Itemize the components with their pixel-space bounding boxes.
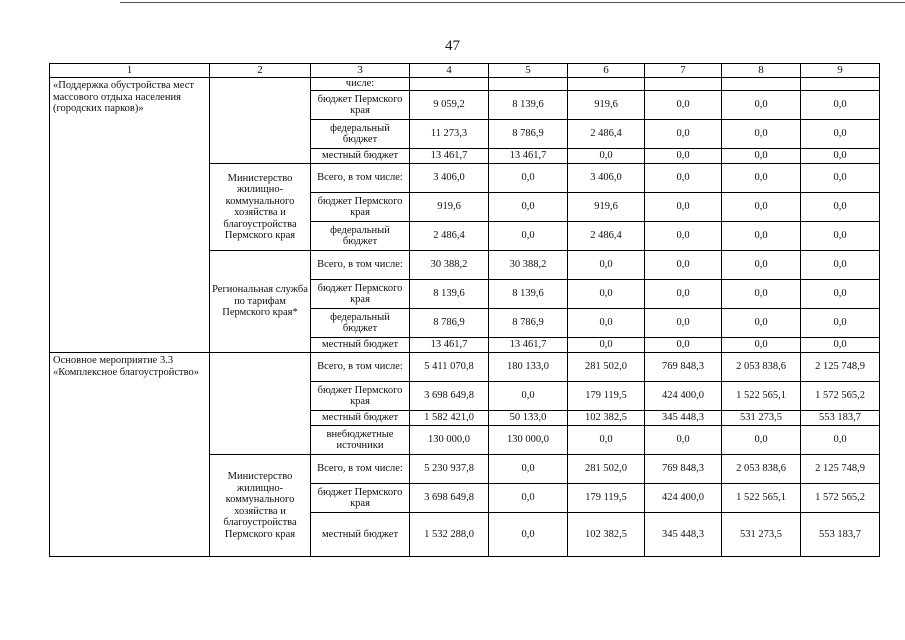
amount-cell: 0,0 — [801, 280, 880, 309]
amount-cell: 0,0 — [645, 120, 722, 149]
amount-cell: 0,0 — [489, 193, 568, 222]
amount-cell: 1 572 565,2 — [801, 484, 880, 513]
amount-cell: 1 572 565,2 — [801, 382, 880, 411]
table-row — [50, 353, 880, 382]
amount-cell: 2 486,4 — [410, 222, 489, 251]
funding-source-cell: местный бюджет — [311, 149, 410, 164]
program-name-cell: Основное мероприятие 3.3 «Комплексное благоустройство» — [50, 353, 210, 557]
amount-cell: 3 406,0 — [410, 164, 489, 193]
amount-cell: 0,0 — [568, 149, 645, 164]
column-number-header: 9 — [801, 64, 880, 78]
amount-cell: 0,0 — [801, 91, 880, 120]
amount-cell: 919,6 — [410, 193, 489, 222]
funding-source-cell: бюджет Пермского края — [311, 91, 410, 120]
executor-empty-cell — [210, 353, 311, 455]
amount-cell: 0,0 — [645, 222, 722, 251]
column-number-header: 5 — [489, 64, 568, 78]
amount-cell: 13 461,7 — [489, 149, 568, 164]
column-number-header: 3 — [311, 64, 410, 78]
amount-cell: 0,0 — [801, 309, 880, 338]
amount-cell: 13 461,7 — [410, 338, 489, 353]
amount-cell: 0,0 — [722, 120, 801, 149]
funding-source-cell: Всего, в том числе: — [311, 353, 410, 382]
column-number-header: 6 — [568, 64, 645, 78]
header-row — [50, 64, 880, 78]
amount-cell: 2 053 838,6 — [722, 353, 801, 382]
amount-cell: 0,0 — [645, 251, 722, 280]
amount-cell: 102 382,5 — [568, 411, 645, 426]
amount-cell: 0,0 — [489, 455, 568, 484]
funding-source-cell: бюджет Пермского края — [311, 280, 410, 309]
amount-cell: 0,0 — [489, 513, 568, 557]
funding-source-cell: федеральный бюджет — [311, 309, 410, 338]
funding-source-cell: федеральный бюджет — [311, 222, 410, 251]
amount-cell: 2 125 748,9 — [801, 455, 880, 484]
funding-source-cell: местный бюджет — [311, 513, 410, 557]
amount-cell: 3 406,0 — [568, 164, 645, 193]
amount-cell: 179 119,5 — [568, 484, 645, 513]
amount-cell: 0,0 — [568, 426, 645, 455]
amount-cell: 0,0 — [722, 193, 801, 222]
amount-cell — [722, 78, 801, 91]
executor-cell: Министерство жилищно-коммунального хозяйства и благоустройства Пермского края — [210, 455, 311, 557]
amount-cell: 0,0 — [722, 338, 801, 353]
amount-cell: 0,0 — [801, 251, 880, 280]
amount-cell: 553 183,7 — [801, 513, 880, 557]
table-row — [50, 78, 880, 91]
column-number-header: 8 — [722, 64, 801, 78]
amount-cell: 30 388,2 — [489, 251, 568, 280]
column-number-header: 2 — [210, 64, 311, 78]
column-number-header: 4 — [410, 64, 489, 78]
funding-source-cell: федеральный бюджет — [311, 120, 410, 149]
amount-cell: 8 786,9 — [410, 309, 489, 338]
amount-cell: 0,0 — [645, 426, 722, 455]
funding-source-cell: Всего, в том числе: — [311, 164, 410, 193]
column-number-header: 7 — [645, 64, 722, 78]
amount-cell: 2 125 748,9 — [801, 353, 880, 382]
amount-cell — [568, 78, 645, 91]
amount-cell: 30 388,2 — [410, 251, 489, 280]
amount-cell: 5 411 070,8 — [410, 353, 489, 382]
amount-cell: 0,0 — [801, 222, 880, 251]
amount-cell: 5 230 937,8 — [410, 455, 489, 484]
amount-cell: 0,0 — [722, 309, 801, 338]
executor-cell: Министерство жилищно-коммунального хозяйства и благоустройства Пермского края — [210, 164, 311, 251]
amount-cell: 0,0 — [722, 222, 801, 251]
amount-cell: 769 848,3 — [645, 455, 722, 484]
amount-cell: 0,0 — [722, 149, 801, 164]
amount-cell: 0,0 — [645, 193, 722, 222]
amount-cell: 0,0 — [801, 149, 880, 164]
amount-cell: 2 053 838,6 — [722, 455, 801, 484]
amount-cell: 0,0 — [645, 164, 722, 193]
top-rule — [120, 2, 905, 3]
amount-cell: 1 522 565,1 — [722, 382, 801, 411]
amount-cell: 345 448,3 — [645, 513, 722, 557]
amount-cell: 0,0 — [489, 382, 568, 411]
amount-cell: 130 000,0 — [410, 426, 489, 455]
amount-cell: 919,6 — [568, 91, 645, 120]
amount-cell: 8 139,6 — [489, 280, 568, 309]
amount-cell: 9 059,2 — [410, 91, 489, 120]
column-number-header: 1 — [50, 64, 210, 78]
amount-cell: 0,0 — [722, 91, 801, 120]
funding-source-cell: числе: — [311, 78, 410, 91]
amount-cell: 0,0 — [489, 484, 568, 513]
amount-cell: 2 486,4 — [568, 120, 645, 149]
funding-source-cell: местный бюджет — [311, 411, 410, 426]
amount-cell: 8 139,6 — [489, 91, 568, 120]
amount-cell: 102 382,5 — [568, 513, 645, 557]
amount-cell: 0,0 — [722, 280, 801, 309]
funding-source-cell: бюджет Пермского края — [311, 484, 410, 513]
amount-cell: 8 786,9 — [489, 120, 568, 149]
amount-cell: 0,0 — [801, 120, 880, 149]
amount-cell: 0,0 — [489, 164, 568, 193]
amount-cell: 424 400,0 — [645, 484, 722, 513]
amount-cell: 3 698 649,8 — [410, 484, 489, 513]
amount-cell: 0,0 — [568, 280, 645, 309]
amount-cell — [801, 78, 880, 91]
amount-cell: 424 400,0 — [645, 382, 722, 411]
funding-source-cell: Всего, в том числе: — [311, 251, 410, 280]
amount-cell: 281 502,0 — [568, 455, 645, 484]
amount-cell: 8 786,9 — [489, 309, 568, 338]
amount-cell: 553 183,7 — [801, 411, 880, 426]
amount-cell: 2 486,4 — [568, 222, 645, 251]
amount-cell: 345 448,3 — [645, 411, 722, 426]
amount-cell: 0,0 — [568, 309, 645, 338]
amount-cell: 0,0 — [645, 91, 722, 120]
amount-cell: 0,0 — [722, 426, 801, 455]
amount-cell: 531 273,5 — [722, 513, 801, 557]
amount-cell: 11 273,3 — [410, 120, 489, 149]
amount-cell: 0,0 — [645, 280, 722, 309]
amount-cell: 1 582 421,0 — [410, 411, 489, 426]
amount-cell: 50 133,0 — [489, 411, 568, 426]
amount-cell: 0,0 — [801, 338, 880, 353]
amount-cell: 3 698 649,8 — [410, 382, 489, 411]
amount-cell: 13 461,7 — [410, 149, 489, 164]
amount-cell: 919,6 — [568, 193, 645, 222]
amount-cell: 0,0 — [489, 222, 568, 251]
amount-cell: 0,0 — [722, 251, 801, 280]
amount-cell: 0,0 — [801, 164, 880, 193]
amount-cell: 769 848,3 — [645, 353, 722, 382]
amount-cell: 180 133,0 — [489, 353, 568, 382]
funding-source-cell: внебюджетные источники — [311, 426, 410, 455]
amount-cell: 0,0 — [645, 338, 722, 353]
amount-cell: 1 532 288,0 — [410, 513, 489, 557]
amount-cell: 179 119,5 — [568, 382, 645, 411]
amount-cell: 531 273,5 — [722, 411, 801, 426]
amount-cell: 0,0 — [801, 426, 880, 455]
funding-source-cell: бюджет Пермского края — [311, 193, 410, 222]
amount-cell: 13 461,7 — [489, 338, 568, 353]
executor-empty-cell — [210, 78, 311, 164]
amount-cell: 0,0 — [568, 251, 645, 280]
amount-cell — [489, 78, 568, 91]
amount-cell: 8 139,6 — [410, 280, 489, 309]
amount-cell: 1 522 565,1 — [722, 484, 801, 513]
budget-table — [49, 63, 880, 557]
program-name-cell: «Поддержка обустройства мест массового отдыха населения (городских парков)» — [50, 78, 210, 353]
amount-cell — [645, 78, 722, 91]
amount-cell: 0,0 — [801, 193, 880, 222]
amount-cell — [410, 78, 489, 91]
page-number: 47 — [445, 38, 460, 54]
amount-cell: 0,0 — [645, 149, 722, 164]
amount-cell: 130 000,0 — [489, 426, 568, 455]
amount-cell: 0,0 — [722, 164, 801, 193]
funding-source-cell: бюджет Пермского края — [311, 382, 410, 411]
amount-cell: 0,0 — [568, 338, 645, 353]
executor-cell: Региональная служба по тарифам Пермского края* — [210, 251, 311, 353]
amount-cell: 0,0 — [645, 309, 722, 338]
funding-source-cell: Всего, в том числе: — [311, 455, 410, 484]
amount-cell: 281 502,0 — [568, 353, 645, 382]
funding-source-cell: местный бюджет — [311, 338, 410, 353]
